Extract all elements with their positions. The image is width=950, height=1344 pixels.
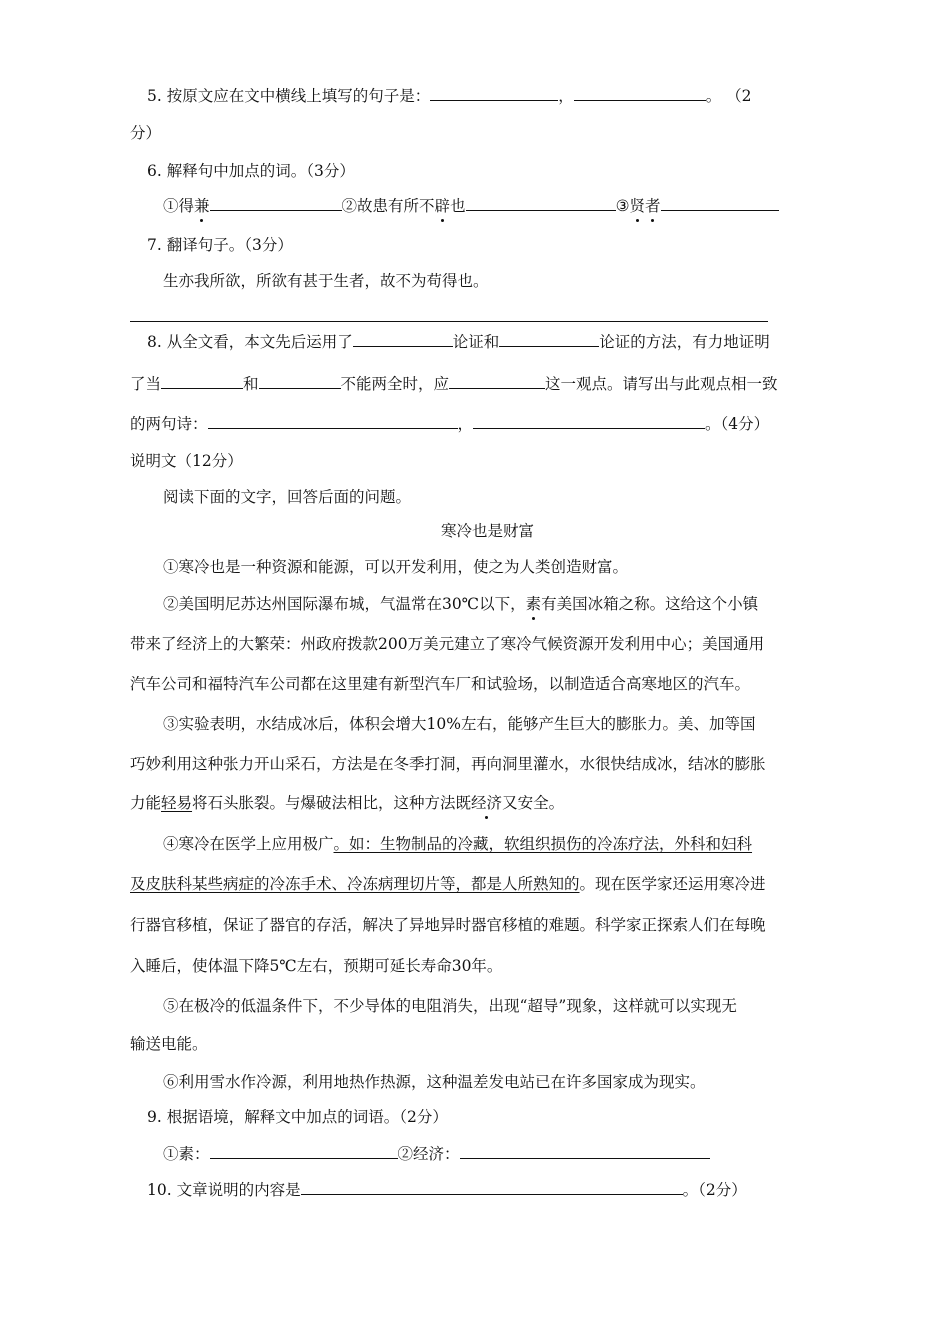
q5-answer-blank-1[interactable] <box>430 84 558 101</box>
q8-text-3: 论证的方法，有力地证明 <box>599 333 770 351</box>
article-paragraph-2-line-3: 汽车公司和福特汽车公司都在这里建有新型汽车厂和试验场，以制造适合高寒地区的汽车。 <box>130 675 751 693</box>
q6-dotted-word-xian: 贤 <box>629 197 645 215</box>
q7-answer-line[interactable] <box>130 321 768 322</box>
q6-dotted-word-zhe: 者 <box>645 197 661 215</box>
article-paragraph-4-line-2 <box>130 873 766 895</box>
dotted-word-jingji: 经济 <box>471 794 503 812</box>
section-title: 说明文（12分） <box>130 452 243 470</box>
q8-answer-blank-5[interactable] <box>449 372 545 389</box>
underlined-sentence-part-2: 及皮肤科某些病症的冷冻手术、冷冻病理切片等，都是人所熟知的 <box>130 875 580 893</box>
q10-line <box>147 1178 747 1201</box>
q5-answer-blank-2[interactable] <box>574 84 706 101</box>
article-paragraph-3-line-2: 巧妙利用这种张力开山采石，方法是在冬季打洞，再向洞里灌水，水很快结成冰，结冰的膨胀 <box>130 755 766 773</box>
q8-answer-blank-4[interactable] <box>259 372 341 389</box>
q8-text-10: 。（4分） <box>705 415 770 433</box>
p2-text-a: ②美国明尼苏达州国际瀑布城，气温常在30℃以下， <box>163 595 526 613</box>
p3-text-c: 将石头胀裂。与爆破法相比，这种方法既 <box>192 794 472 812</box>
q5-cont: 分） <box>130 124 162 142</box>
q5-line <box>147 84 752 107</box>
section-instruction: 阅读下面的文字，回答后面的问题。 <box>163 488 412 506</box>
q8-text-8: 的两句诗： <box>130 415 208 433</box>
q8-answer-blank-6[interactable] <box>208 412 458 429</box>
underlined-sentence-part-1: 。如：生物制品的冷藏，软组织损伤的冷冻疗法，外科和妇科 <box>333 835 753 853</box>
article-paragraph-6: ⑥利用雪水作冷源，利用地热作热源，这种温差发电站已在许多国家成为现实。 <box>163 1073 706 1091</box>
q10-end: 。（2分） <box>682 1181 747 1199</box>
q8-text-1: 8. 从全文看，本文先后运用了 <box>147 333 353 351</box>
q7-sentence: 生亦我所欲，所欲有甚于生者，故不为苟得也。 <box>163 272 489 290</box>
q6-dotted-word-bi: 辟 <box>434 197 451 215</box>
q9-text: 9. 根据语境，解释文中加点的词语。（2分） <box>147 1108 448 1126</box>
q8-text-5: 和 <box>243 375 259 393</box>
p3-text-e: 又安全。 <box>502 794 565 812</box>
q10-text: 10. 文章说明的内容是 <box>147 1181 301 1199</box>
q8-line-3 <box>130 412 769 435</box>
q6-items <box>163 194 779 217</box>
q6-text: 6. 解释句中加点的词。（3分） <box>147 162 355 180</box>
article-paragraph-4-line-4: 入睡后，使体温下降5℃左右，预期可延长寿命30年。 <box>130 957 503 975</box>
p4-text-a: ④寒冷在医学上应用极广 <box>163 835 334 853</box>
q8-text-9: ， <box>457 415 474 433</box>
q6-answer-blank-1[interactable] <box>210 194 342 211</box>
q6-dotted-word-jian: 兼 <box>194 197 210 215</box>
q8-answer-blank-7[interactable] <box>473 412 705 429</box>
q5-end: 。 （2 <box>705 87 752 105</box>
q10-answer-blank[interactable] <box>301 1178 683 1195</box>
q6-item-1-label: ①得 <box>163 197 195 215</box>
q8-answer-blank-2[interactable] <box>499 330 599 347</box>
q6-item-2-label: ②故患有所不 <box>341 197 435 215</box>
article-paragraph-2-line-2: 带来了经济上的大繁荣：州政府拨款200万美元建立了寒冷气候资源开发利用中心；美国通用 <box>130 635 765 653</box>
article-paragraph-3-line-1: ③实验表明，水结成冰后，体积会增大10%左右，能够产生巨大的膨胀力。美、加等国 <box>163 715 756 733</box>
q6-answer-blank-3[interactable] <box>661 194 779 211</box>
q8-answer-blank-1[interactable] <box>353 330 453 347</box>
q8-answer-blank-3[interactable] <box>161 372 243 389</box>
q6-item-2-tail: 也 <box>450 197 466 215</box>
q9-item-1-label: ①素： <box>163 1145 210 1163</box>
q5-text: 5. 按原文应在文中横线上填写的句子是： <box>147 87 431 105</box>
q9-answer-blank-2[interactable] <box>460 1142 710 1159</box>
q8-text-7: 这一观点。请写出与此观点相一致 <box>545 375 778 393</box>
q9-items <box>163 1142 710 1165</box>
q8-line-1 <box>147 330 770 353</box>
q6-item-3-label: ③ <box>615 197 630 215</box>
q8-text-4: 了当 <box>130 375 162 393</box>
article-title: 寒冷也是财富 <box>441 522 535 540</box>
article-paragraph-2-line-1 <box>163 593 758 615</box>
q9-item-2-label: ②经济： <box>397 1145 460 1163</box>
article-paragraph-4-line-3: 行器官移植，保证了器官的存活，解决了异地异时器官移植的难题。科学家正探索人们在每晚 <box>130 916 766 934</box>
article-paragraph-5-line-2: 输送电能。 <box>130 1035 208 1053</box>
q9-answer-blank-1[interactable] <box>210 1142 398 1159</box>
p2-text-c: 有美国冰箱之称。这给这个小镇 <box>541 595 759 613</box>
article-paragraph-5-line-1: ⑤在极冷的低温条件下，不少导体的电阻消失，出现“超导”现象，这样就可以实现无 <box>163 997 737 1015</box>
article-paragraph-3-line-3 <box>130 792 564 814</box>
article-paragraph-4-line-1 <box>163 833 752 855</box>
q8-text-6: 不能两全时，应 <box>340 375 450 393</box>
q7-text: 7. 翻译句子。（3分） <box>147 236 293 254</box>
p3-text-a: 力能 <box>130 794 162 812</box>
underlined-word-qingyi: 轻易 <box>161 794 193 812</box>
q5-separator: ， <box>558 87 574 105</box>
dotted-word-su: 素 <box>525 595 542 613</box>
q6-answer-blank-2[interactable] <box>466 194 616 211</box>
q8-text-2: 论证和 <box>452 333 500 351</box>
article-paragraph-1: ①寒冷也是一种资源和能源，可以开发利用，使之为人类创造财富。 <box>163 558 629 576</box>
q8-line-2 <box>130 372 778 395</box>
p4-text-b: 。现在医学家还运用寒冷进 <box>579 875 766 893</box>
